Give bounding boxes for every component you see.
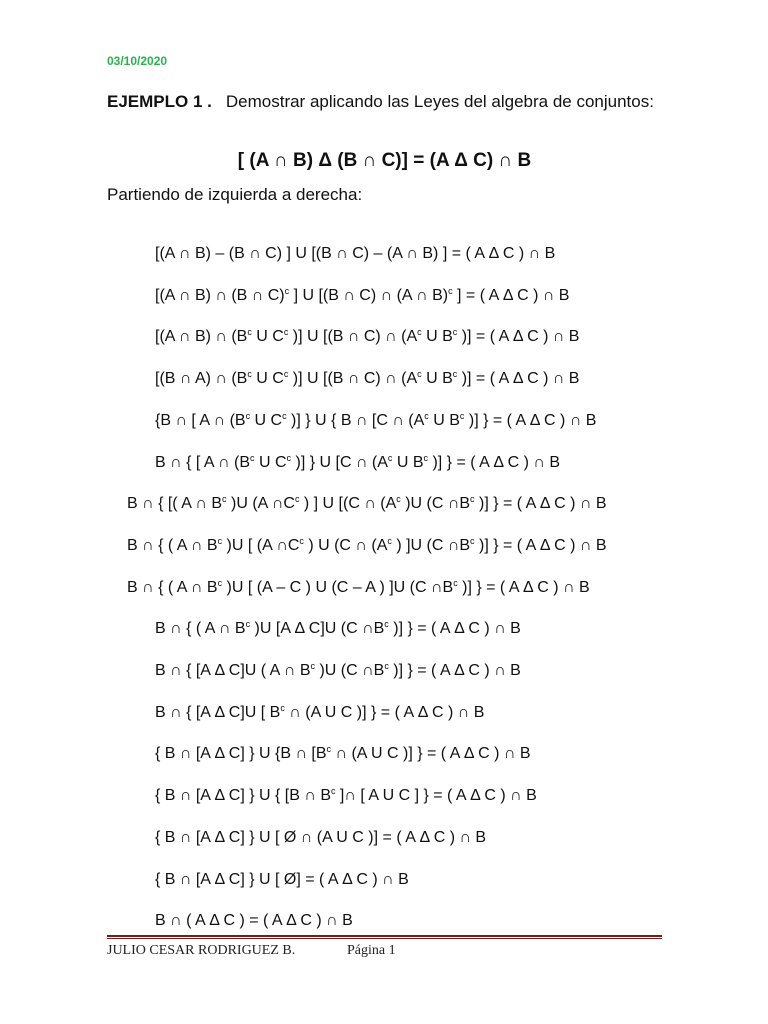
theorem-statement: [ (A ∩ B) Δ (B ∩ C)] = (A Δ C) ∩ B	[237, 150, 532, 171]
proof-step: { B ∩ [A Δ C] } U [ Ø] = ( A Δ C ) ∩ B	[155, 870, 409, 888]
footer-page-number: Página 1	[347, 943, 396, 958]
footer-rule	[107, 935, 662, 937]
intro-text: Demostrar aplicando las Leyes del algebra de conjuntos:	[225, 92, 654, 111]
proof-step: [(B ∩ A) ∩ ($B^c$ U $C^c$ )] U [(B ∩ C) ∩ ($A^c$ U $B^c$ )] = ( A Δ C ) ∩ B	[155, 369, 580, 388]
footer-rule-thin	[107, 938, 662, 939]
intro-paragraph	[107, 86, 662, 117]
proof-step: B ∩ { ( A ∩ $B^c$ )U [ (A – C ) U (C – A ) ]U (C $\cap B^c$ )] } = ( A Δ C ) ∩ B	[127, 577, 590, 596]
proof-step: B ∩ { ( A ∩ $B^c$ )U [A Δ C]U (C $\cap B^c$ )] } = ( A Δ C ) ∩ B	[155, 619, 521, 638]
proof-step: B ∩ { [ A ∩ ($B^c$ U $C^c$ )] } U [C ∩ ($A^c$ U $B^c$ )] } = ( A Δ C ) ∩ B	[155, 452, 561, 471]
proof-step: { B ∩ [A Δ C] } U {B ∩ [$B^c$ ∩ (A U C )] } = ( A Δ C ) ∩ B	[155, 744, 531, 763]
proof-step: B ∩ ( A Δ C ) = ( A Δ C ) ∩ B	[155, 912, 353, 930]
proof-step: [(A ∩ B) – (B ∩ C) ] U [(B ∩ C) – (A ∩ B) ] = ( A Δ C ) ∩ B	[155, 245, 556, 262]
footer-author: JULIO CESAR RODRIGUEZ B.	[107, 943, 296, 958]
proof-step: B ∩ { [A Δ C]U [ $B^c$ ∩ (A U C )] } = ( A Δ C ) ∩ B	[155, 702, 485, 721]
proof-step: [(A ∩ B) ∩ ($B^c$ U $C^c$ )] U [(B ∩ C) ∩ ($A^c$ U $B^c$ )] = ( A Δ C ) ∩ B	[155, 327, 580, 346]
proof-step: B ∩ { [A Δ C]U ( A ∩ $B^c$ )U (C $\cap B^c$ )] } = ( A Δ C ) ∩ B	[155, 661, 521, 679]
proof-step: B ∩ { [( A ∩ $B^c$ )U (A $\cap C^c$ ) ] U [(C ∩ ($A^c$ )U (C $\cap B^c$ )] } = ( A Δ C ) ∩ B	[127, 494, 607, 513]
proof-step: [(A ∩ B) ∩ (B ∩ C)$^c$ ] U [(B ∩ C) ∩ (A ∩ B)$^c$ ] = ( A Δ C ) ∩ B	[155, 285, 570, 304]
start-text: Partiendo de izquierda a derecha:	[107, 185, 363, 204]
proof-step: {B ∩ [ A ∩ ($B^c$ U $C^c$ )] } U { B ∩ [C ∩ ($A^c$ U $B^c$ )] } = ( A Δ C ) ∩ B	[155, 410, 597, 429]
proof-step: { B ∩ [A Δ C] } U { [B ∩ $B^c$ ]∩ [ A U C ] } = ( A Δ C ) ∩ B	[155, 786, 537, 805]
proof-step: { B ∩ [A Δ C] } U [ Ø ∩ (A U C )] = ( A Δ C ) ∩ B	[155, 828, 487, 846]
example-label: EJEMPLO 1 .	[107, 92, 212, 111]
proof-step: B ∩ { ( A ∩ $B^c$ )U [ (A $\cap C^c$ ) U (C ∩ ($A^c$ ) ]U (C $\cap B^c$ )] } = ( A Δ C ) ∩ B	[127, 535, 607, 554]
document-date: 03/10/2020	[107, 54, 168, 68]
